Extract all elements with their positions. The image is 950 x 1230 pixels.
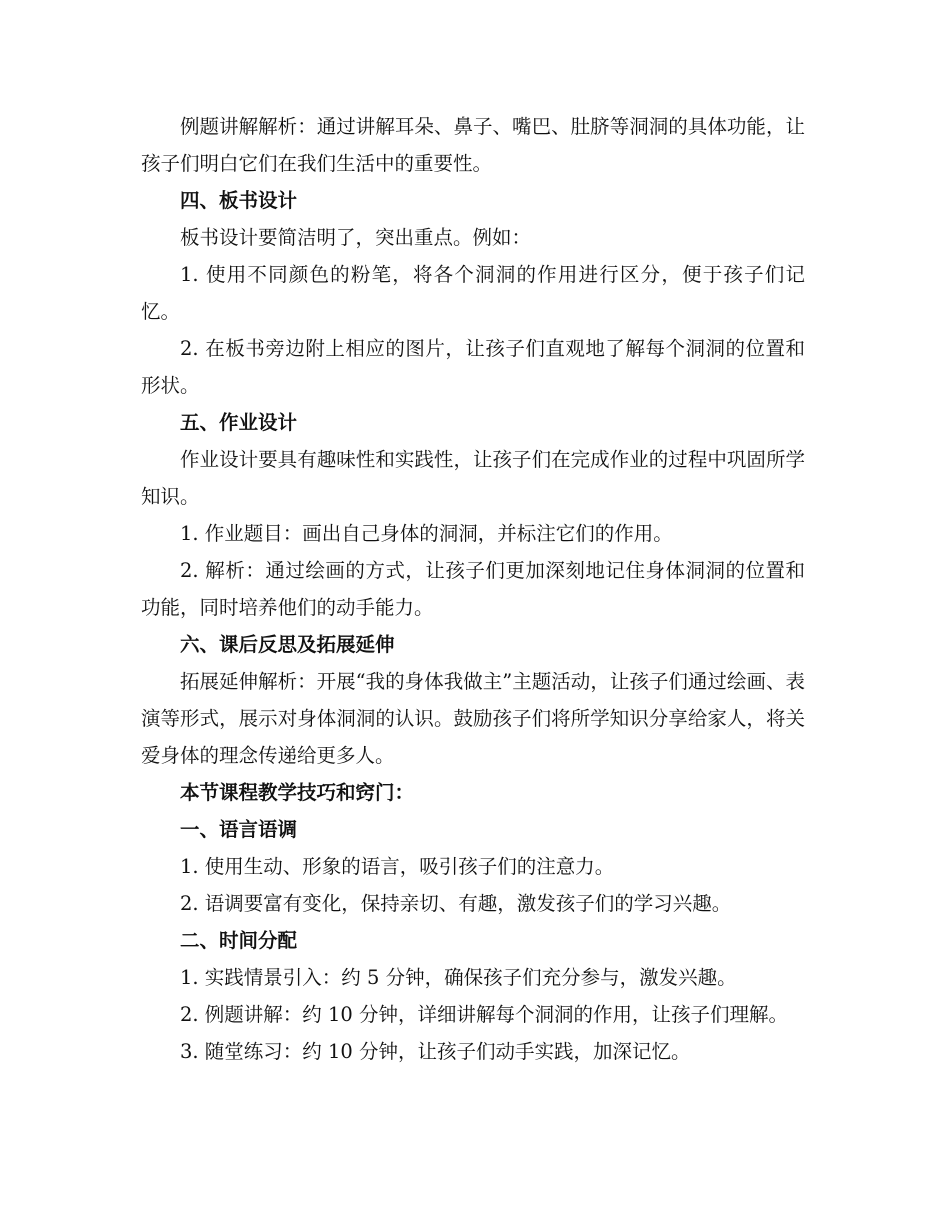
section-heading-homework-design: 五、作业设计 bbox=[180, 411, 298, 434]
paragraph-board-design-intro: 板书设计要简洁明了，突出重点。例如： bbox=[180, 226, 532, 249]
list-item-time-2: 2. 例题讲解：约 10 分钟，详细讲解每个洞洞的作用，让孩子们理解。 bbox=[180, 1003, 789, 1026]
list-item-homework-2: 2. 解析：通过绘画的方式，让孩子们更加深刻地记住身体洞洞的位置和功能，同时培养他们的动手能力。 bbox=[141, 559, 805, 619]
list-item-board-2: 2. 在板书旁边附上相应的图片，让孩子们直观地了解每个洞洞的位置和形状。 bbox=[141, 337, 805, 397]
list-item-time-1: 1. 实践情景引入：约 5 分钟，确保孩子们充分参与，激发兴趣。 bbox=[180, 966, 737, 989]
list-item-homework-1: 1. 作业题目：画出自己身体的洞洞，并标注它们的作用。 bbox=[180, 522, 673, 545]
list-item-board-1: 1. 使用不同颜色的粉笔，将各个洞洞的作用进行区分，便于孩子们记忆。 bbox=[141, 263, 805, 323]
section-heading-reflection: 六、课后反思及拓展延伸 bbox=[180, 633, 395, 656]
section-heading-tips: 本节课程教学技巧和窍门： bbox=[180, 781, 415, 804]
section-heading-board-design: 四、板书设计 bbox=[180, 189, 298, 212]
document-body bbox=[141, 108, 805, 1070]
section-heading-language: 一、语言语调 bbox=[180, 818, 298, 841]
paragraph-extension: 拓展延伸解析：开展“我的身体我做主”主题活动，让孩子们通过绘画、表演等形式，展示对身体洞洞的认识。鼓励孩子们将所学知识分享给家人，将关爱身体的理念传递给更多人。 bbox=[141, 670, 805, 767]
list-item-language-1: 1. 使用生动、形象的语言，吸引孩子们的注意力。 bbox=[180, 855, 615, 878]
paragraph-homework-intro: 作业设计要具有趣味性和实践性，让孩子们在完成作业的过程中巩固所学知识。 bbox=[141, 448, 805, 508]
list-item-language-2: 2. 语调要富有变化，保持亲切、有趣，激发孩子们的学习兴趣。 bbox=[180, 892, 732, 915]
paragraph-example-explanation: 例题讲解解析：通过讲解耳朵、鼻子、嘴巴、肚脐等洞洞的具体功能，让孩子们明白它们在我们生活中的重要性。 bbox=[141, 115, 805, 175]
list-item-time-3: 3. 随堂练习：约 10 分钟，让孩子们动手实践，加深记忆。 bbox=[180, 1040, 691, 1063]
section-heading-time: 二、时间分配 bbox=[180, 929, 298, 952]
